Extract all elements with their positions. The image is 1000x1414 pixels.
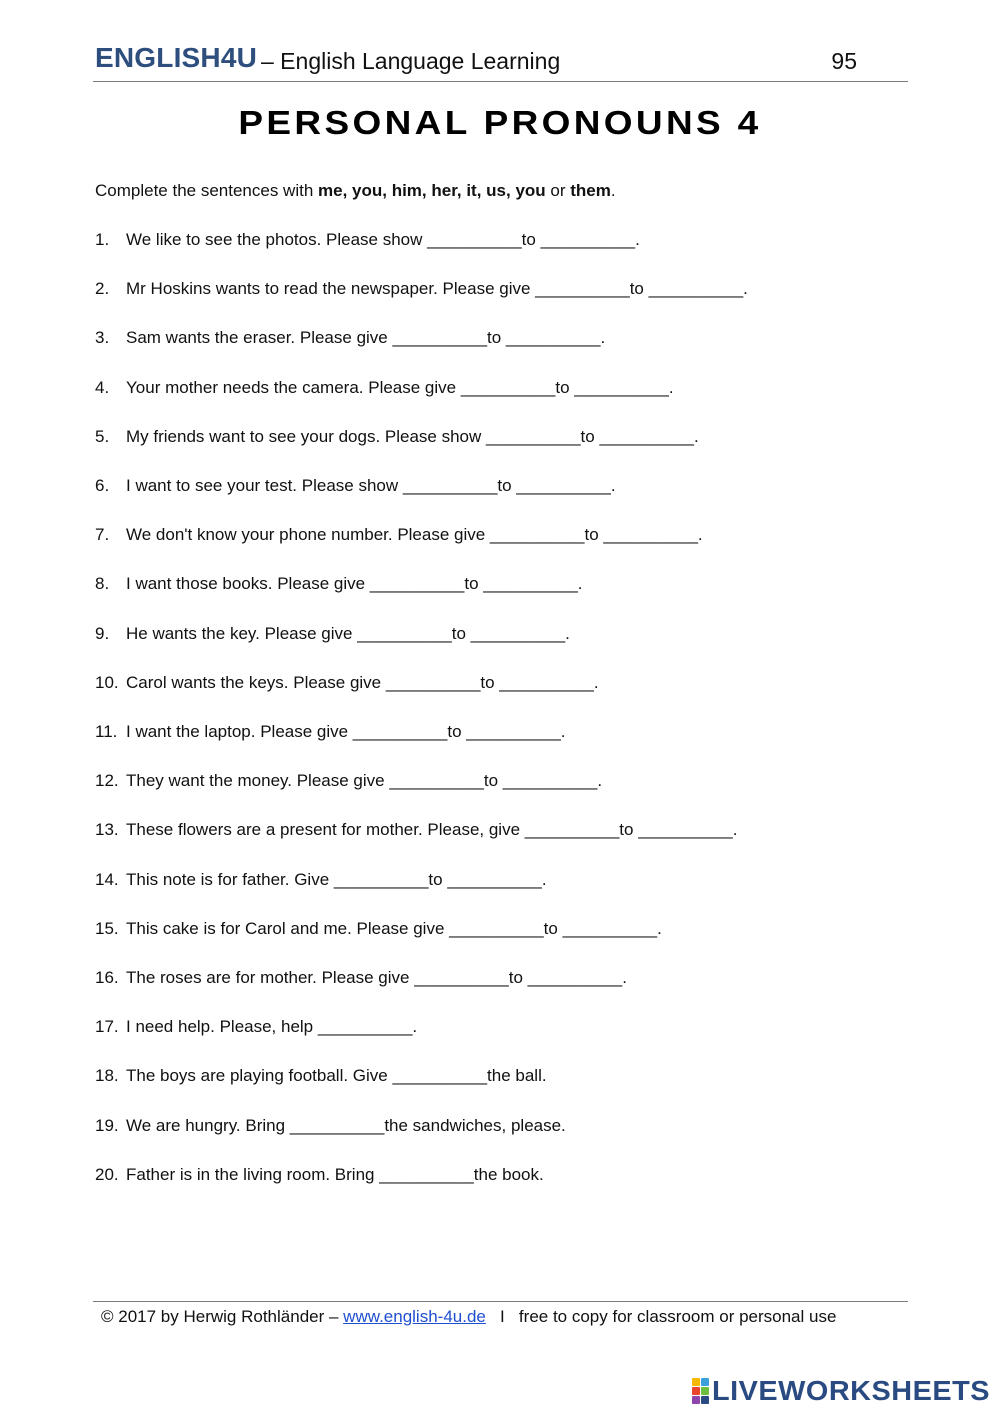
question-text[interactable]: My friends want to see your dogs. Please show __________to __________.	[126, 426, 699, 446]
logo-square	[701, 1378, 709, 1386]
question-text[interactable]: Father is in the living room. Bring __________the book.	[126, 1164, 544, 1184]
liveworksheets-logo	[692, 1375, 991, 1407]
question-item	[95, 673, 599, 693]
page-title: PERSONAL PRONOUNS 4	[238, 104, 762, 141]
question-number: 6.	[95, 476, 110, 495]
logo-square	[701, 1387, 709, 1395]
instructions-end: .	[610, 181, 616, 200]
question-text[interactable]: Your mother needs the camera. Please give __________to __________.	[126, 377, 674, 397]
page-number: 95	[831, 48, 857, 74]
liveworksheets-wordmark: LIVEWORKSHEETS	[712, 1375, 991, 1406]
instructions-or: or	[545, 181, 571, 200]
question-text[interactable]: We don't know your phone number. Please give __________to __________.	[126, 525, 703, 545]
question-text[interactable]: Mr Hoskins wants to read the newspaper. Please give __________to __________.	[126, 279, 748, 299]
question-text[interactable]: I need help. Please, help __________.	[126, 1017, 418, 1037]
question-number: 14.	[95, 869, 119, 889]
question-item	[95, 328, 605, 348]
question-number: 9.	[95, 623, 110, 643]
question-text[interactable]: These flowers are a present for mother. Please, give __________to __________.	[126, 820, 738, 840]
logo-square	[692, 1396, 700, 1404]
instructions-pronouns: me, you, him, her, it, us, you	[318, 181, 546, 200]
question-item	[95, 870, 547, 890]
question-text[interactable]: This cake is for Carol and me. Please give __________to __________.	[126, 918, 662, 938]
question-number: 15.	[95, 918, 119, 938]
footer-license: I free to copy for classroom or personal use	[485, 1307, 837, 1326]
question-text[interactable]: I want to see your test. Please show __________to __________.	[126, 476, 616, 495]
logo-square	[701, 1396, 709, 1404]
question-item	[95, 279, 748, 299]
question-item	[95, 624, 570, 644]
question-number: 13.	[95, 820, 119, 840]
logo-square	[692, 1378, 700, 1386]
footer-copyright: © 2017 by Herwig Rothländer –	[101, 1307, 344, 1326]
question-item	[95, 1165, 544, 1185]
question-number: 20.	[95, 1164, 119, 1184]
question-item	[95, 378, 674, 398]
question-item	[95, 1066, 547, 1086]
question-text[interactable]: I want those books. Please give __________to __________.	[126, 574, 583, 594]
footer-website-link[interactable]: www.english-4u.de	[343, 1307, 486, 1326]
brand-subtitle: – English Language Learning	[261, 48, 561, 74]
question-text[interactable]: Sam wants the eraser. Please give __________to __________.	[126, 328, 606, 348]
question-number: 2.	[95, 279, 110, 299]
question-number: 12.	[95, 771, 119, 791]
question-number: 16.	[95, 968, 119, 987]
question-number: 4.	[95, 377, 110, 397]
liveworksheets-icon	[692, 1378, 709, 1404]
question-item	[95, 722, 566, 742]
question-item	[95, 1017, 417, 1037]
page-header	[95, 40, 907, 80]
question-number: 11.	[95, 722, 118, 741]
question-number: 18.	[95, 1066, 119, 1086]
question-text[interactable]: This note is for father. Give __________to __________.	[126, 869, 547, 889]
logo-square	[692, 1387, 700, 1395]
question-number: 5.	[95, 426, 110, 446]
question-number: 3.	[95, 328, 110, 348]
question-item	[95, 771, 602, 791]
question-text[interactable]: They want the money. Please give __________to __________.	[126, 771, 603, 791]
question-number: 17.	[95, 1017, 119, 1037]
question-item	[95, 427, 699, 447]
question-number: 19.	[95, 1115, 119, 1135]
question-item	[95, 525, 703, 545]
instructions-lead: Complete the sentences with	[95, 181, 319, 200]
question-item	[95, 476, 616, 496]
question-number: 1.	[95, 230, 110, 249]
question-text[interactable]: I want the laptop. Please give __________to __________.	[126, 722, 566, 741]
question-text[interactable]: The roses are for mother. Please give __________to __________.	[126, 968, 627, 987]
question-number: 10.	[95, 672, 119, 692]
brand-name: ENGLISH4U	[95, 42, 258, 73]
question-item	[95, 820, 737, 840]
question-text[interactable]: We like to see the photos. Please show __________to __________.	[126, 230, 640, 249]
question-number: 7.	[95, 525, 110, 545]
question-item	[95, 230, 640, 250]
question-text[interactable]: He wants the key. Please give __________to __________.	[126, 623, 570, 643]
instructions	[95, 181, 616, 201]
header-divider	[93, 81, 908, 82]
question-item	[95, 968, 627, 988]
instructions-last-pronoun: them	[570, 181, 611, 200]
question-item	[95, 574, 583, 594]
footer-divider	[93, 1301, 908, 1302]
question-item	[95, 1116, 566, 1136]
question-text[interactable]: We are hungry. Bring __________the sandwiches, please.	[126, 1115, 566, 1135]
question-item	[95, 919, 662, 939]
page-footer	[101, 1307, 836, 1327]
question-text[interactable]: The boys are playing football. Give __________the ball.	[126, 1066, 547, 1086]
question-number: 8.	[95, 574, 110, 594]
question-text[interactable]: Carol wants the keys. Please give __________to __________.	[126, 672, 599, 692]
